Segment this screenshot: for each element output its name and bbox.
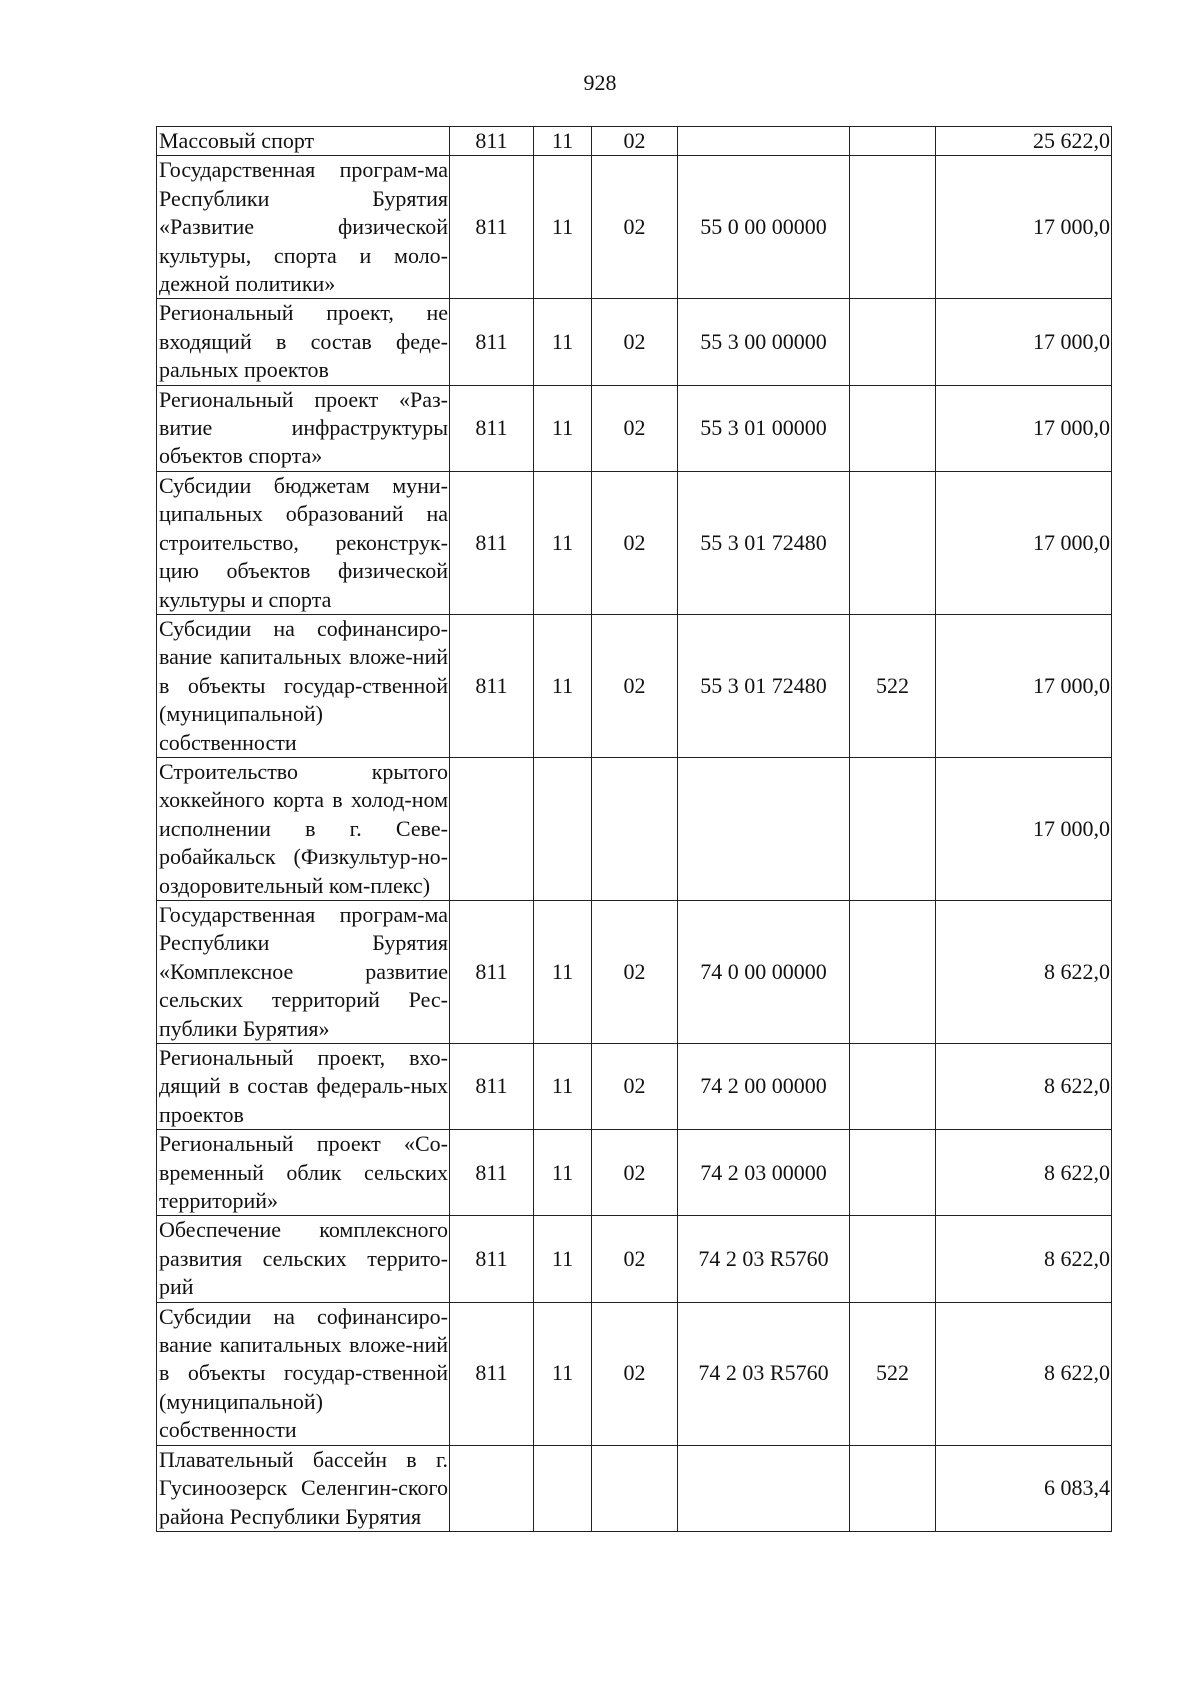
cell-vr: 522: [850, 1302, 936, 1445]
cell-vr: [850, 1216, 936, 1302]
table-row: [157, 1445, 1112, 1531]
cell-vr: [850, 1130, 936, 1216]
cell-ved: 811: [450, 900, 534, 1043]
cell-rz: 11: [534, 900, 592, 1043]
cell-ved: [450, 757, 534, 900]
cell-csr: [678, 127, 850, 156]
cell-sum: 17 000,0: [936, 471, 1112, 614]
cell-ved: 811: [450, 1044, 534, 1130]
page-number: 928: [583, 70, 617, 95]
cell-csr: [678, 1445, 850, 1531]
table-row: [157, 757, 1112, 900]
cell-csr: 74 2 03 R5760: [678, 1302, 850, 1445]
cell-sum: 17 000,0: [936, 299, 1112, 385]
cell-name: Строительство крытого хоккейного корта в холод-ном исполнении в г. Севе-робайкальск (Физкультур-но-оздоровительный ком-плекс): [157, 757, 450, 900]
cell-rz: [534, 757, 592, 900]
cell-ved: 811: [450, 156, 534, 299]
table-row: [157, 156, 1112, 299]
cell-vr: 522: [850, 614, 936, 757]
table-row: [157, 471, 1112, 614]
table-row: [157, 1216, 1112, 1302]
cell-pr: 02: [592, 127, 678, 156]
cell-name: Массовый спорт: [157, 127, 450, 156]
table-row: [157, 127, 1112, 156]
cell-csr: 55 0 00 00000: [678, 156, 850, 299]
cell-vr: [850, 127, 936, 156]
cell-sum: 17 000,0: [936, 614, 1112, 757]
cell-pr: 02: [592, 1302, 678, 1445]
cell-sum: 6 083,4: [936, 1445, 1112, 1531]
cell-rz: 11: [534, 156, 592, 299]
cell-csr: 74 2 00 00000: [678, 1044, 850, 1130]
cell-csr: [678, 757, 850, 900]
cell-pr: 02: [592, 471, 678, 614]
cell-pr: 02: [592, 614, 678, 757]
table-row: [157, 299, 1112, 385]
cell-pr: 02: [592, 299, 678, 385]
table-row: [157, 1044, 1112, 1130]
cell-ved: 811: [450, 1216, 534, 1302]
cell-pr: 02: [592, 1216, 678, 1302]
cell-name: Плавательный бассейн в г. Гусиноозерск Селенгин-ского района Республики Бурятия: [157, 1445, 450, 1531]
cell-pr: [592, 757, 678, 900]
cell-rz: 11: [534, 614, 592, 757]
table-row: [157, 1302, 1112, 1445]
table-row: [157, 900, 1112, 1043]
cell-vr: [850, 299, 936, 385]
cell-sum: 8 622,0: [936, 1302, 1112, 1445]
cell-name: Субсидии на софинансиро-вание капитальных вложе-ний в объекты государ-ственной (муниципальной) собственности: [157, 614, 450, 757]
cell-rz: 11: [534, 1216, 592, 1302]
cell-pr: 02: [592, 385, 678, 471]
cell-csr: 74 2 03 R5760: [678, 1216, 850, 1302]
cell-name: Региональный проект, не входящий в состав феде-ральных проектов: [157, 299, 450, 385]
cell-rz: 11: [534, 1302, 592, 1445]
cell-rz: 11: [534, 471, 592, 614]
cell-vr: [850, 900, 936, 1043]
cell-rz: 11: [534, 385, 592, 471]
cell-csr: 74 2 03 00000: [678, 1130, 850, 1216]
cell-sum: 25 622,0: [936, 127, 1112, 156]
cell-vr: [850, 1044, 936, 1130]
cell-sum: 8 622,0: [936, 1216, 1112, 1302]
cell-sum: 17 000,0: [936, 385, 1112, 471]
cell-csr: 74 0 00 00000: [678, 900, 850, 1043]
cell-sum: 8 622,0: [936, 1044, 1112, 1130]
cell-pr: [592, 1445, 678, 1531]
cell-rz: [534, 1445, 592, 1531]
table-row: [157, 614, 1112, 757]
cell-pr: 02: [592, 1044, 678, 1130]
cell-vr: [850, 385, 936, 471]
cell-name: Региональный проект «Со-временный облик сельских территорий»: [157, 1130, 450, 1216]
cell-name: Региональный проект, вхо-дящий в состав федераль-ных проектов: [157, 1044, 450, 1130]
cell-name: Обеспечение комплексного развития сельских террито-рий: [157, 1216, 450, 1302]
cell-sum: 17 000,0: [936, 156, 1112, 299]
cell-ved: 811: [450, 1130, 534, 1216]
cell-vr: [850, 757, 936, 900]
cell-rz: 11: [534, 1130, 592, 1216]
cell-sum: 8 622,0: [936, 1130, 1112, 1216]
cell-ved: 811: [450, 1302, 534, 1445]
cell-name: Субсидии на софинансиро-вание капитальных вложе-ний в объекты государ-ственной (муниципальной) собственности: [157, 1302, 450, 1445]
cell-vr: [850, 156, 936, 299]
cell-ved: 811: [450, 385, 534, 471]
cell-vr: [850, 471, 936, 614]
cell-rz: 11: [534, 299, 592, 385]
table-row: [157, 1130, 1112, 1216]
cell-ved: 811: [450, 299, 534, 385]
cell-csr: 55 3 00 00000: [678, 299, 850, 385]
cell-name: Региональный проект «Раз-витие инфраструктуры объектов спорта»: [157, 385, 450, 471]
cell-sum: 8 622,0: [936, 900, 1112, 1043]
cell-name: Государственная програм-ма Республики Бурятия «Развитие физической культуры, спорта и моло-дежной политики»: [157, 156, 450, 299]
cell-ved: 811: [450, 471, 534, 614]
cell-csr: 55 3 01 72480: [678, 614, 850, 757]
cell-sum: 17 000,0: [936, 757, 1112, 900]
cell-rz: 11: [534, 1044, 592, 1130]
cell-csr: 55 3 01 72480: [678, 471, 850, 614]
cell-pr: 02: [592, 900, 678, 1043]
cell-ved: [450, 1445, 534, 1531]
cell-ved: 811: [450, 127, 534, 156]
cell-vr: [850, 1445, 936, 1531]
budget-table: [156, 126, 1112, 1532]
cell-rz: 11: [534, 127, 592, 156]
table-row: [157, 385, 1112, 471]
cell-csr: 55 3 01 00000: [678, 385, 850, 471]
cell-name: Субсидии бюджетам муни-ципальных образований на строительство, реконструк-цию объектов физической культуры и спорта: [157, 471, 450, 614]
cell-name: Государственная програм-ма Республики Бурятия «Комплексное развитие сельских территорий Рес-публики Бурятия»: [157, 900, 450, 1043]
cell-pr: 02: [592, 156, 678, 299]
cell-pr: 02: [592, 1130, 678, 1216]
cell-ved: 811: [450, 614, 534, 757]
